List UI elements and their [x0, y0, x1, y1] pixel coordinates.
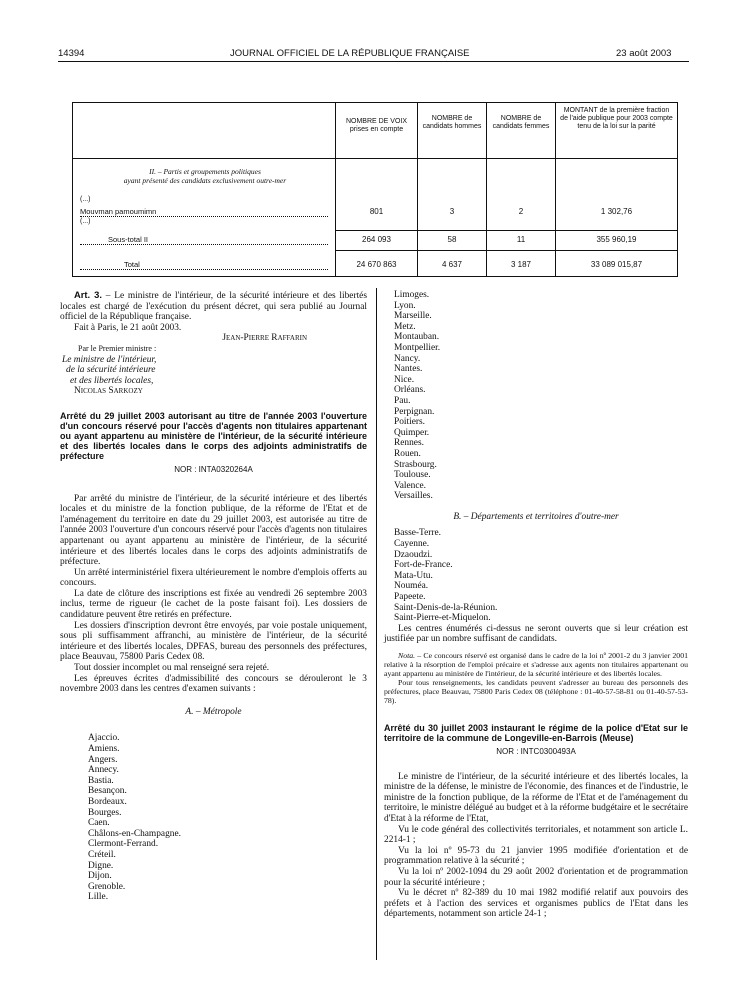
list-item: Saint-Pierre-et-Miquelon.	[394, 613, 491, 624]
list-item: Annecy.	[88, 765, 119, 776]
arrete-2-nor: NOR : INTC0300493A	[496, 747, 576, 756]
issue-date: 23 août 2003	[616, 48, 672, 59]
list-item: Quimper.	[394, 427, 430, 438]
total-femmes: 3 187	[510, 260, 532, 269]
row-label-subtotal: Sous-total II	[80, 235, 328, 245]
arrete-1-nor: NOR : INTA0320264A	[174, 464, 253, 474]
list-item: Amiens.	[88, 744, 120, 754]
list-item: Créteil.	[88, 849, 116, 860]
centres-paragraph: Les centres énumérés ci-dessus ne seront ouverts que si leur création est justifiée par un nombre suffisant de candidats.	[384, 623, 688, 645]
row-label-total: Total	[80, 260, 328, 270]
list-item: Nice.	[394, 374, 415, 385]
column-divider	[376, 288, 377, 960]
list-item: Nancy.	[394, 353, 421, 364]
list-item: Clermont-Ferrand.	[88, 839, 159, 850]
row-voix: 801	[369, 207, 384, 216]
header-hommes: NOMBRE de candidats hommes	[422, 115, 482, 130]
list-item: Rouen.	[394, 448, 421, 459]
total-voix: 24 670 863	[356, 260, 397, 269]
row-femmes: 2	[518, 207, 524, 216]
ellipsis: (...)	[80, 218, 91, 225]
paragraph: Vu le code général des collectivités territoriales, et notamment son article L. 2214-1 ;	[384, 824, 688, 846]
list-item: Bordeaux.	[88, 796, 127, 807]
list-item: Toulouse.	[394, 470, 431, 481]
list-item: Basse-Terre.	[394, 528, 441, 539]
minister-title-1: Le ministre de l'intérieur,	[62, 354, 157, 365]
arrete-2-title: Arrêté du 30 juillet 2003 instaurant le régime de la police d'Etat sur le territoire de la commune de Longeville-en-Barrois (Meuse)	[384, 723, 688, 743]
paragraph: Les épreuves écrites d'admissibilité des concours se dérouleront le 3 novembre 2003 dans les centres d'examen suivants :	[60, 673, 367, 695]
paragraph: Un arrêté interministériel fixera ultérieurement le nombre d'emplois offerts au concours.	[60, 567, 367, 589]
total-montant: 33 089 015,87	[590, 260, 643, 269]
city-list-b	[384, 528, 688, 623]
arrete-1-title: Arrêté du 29 juillet 2003 autorisant au titre de l'année 2003 l'ouverture d'un concours réservé pour l'accès d'agents non titulaires appartenant ou ayant appartenu au ministère de l'intérieur, de la sécurité intérieure et des libertés locales dans le corps des adjoints administratifs de préfecture	[60, 410, 367, 461]
list-item: Versailles.	[394, 491, 433, 502]
paragraph: Vu la loi nº 95-73 du 21 janvier 1995 modifiée d'orientation et de programmation relative à la sécurité ;	[384, 845, 688, 867]
list-item: Marseille.	[394, 311, 432, 322]
page-header	[0, 48, 748, 60]
list-item: Grenoble.	[88, 881, 126, 892]
paragraph: Le ministre de l'intérieur, de la sécurité intérieure et des libertés locales, la ministre de la défense, le ministre de l'économie, des finances et de l'industrie, le ministre de la fonction publique, de la réforme de l'Etat et de l'aménagement du territoire, le ministre délégué au budget et à la réforme budgétaire et le secrétaire d'Etat à la réforme de l'Etat,	[384, 771, 688, 824]
ellipsis: (...)	[80, 196, 91, 203]
paragraph: La date de clôture des inscriptions est fixée au vendredi 26 septembre 2003 inclus, terme de rigueur (le cachet de la poste faisant foi). Les dossiers de candidature peuvent être retirés en préfecture.	[60, 588, 367, 621]
city-list-a	[60, 733, 367, 903]
row-montant: 1 302,76	[600, 207, 633, 216]
article-3: Art. 3. – Le ministre de l'intérieur, de la sécurité intérieure et des libertés locales est chargé de l'exécution du présent décret, qui sera publié au Journal officiel de la République française.	[60, 289, 367, 323]
header-montant: MONTANT de la première fraction de l'aide publique pour 2003 compte tenu de la loi sur la parité	[560, 107, 673, 130]
list-item: Montauban.	[394, 332, 440, 343]
subtotal-voix: 264 093	[362, 235, 391, 244]
nota: Nota. – Ce concours réservé est organisé dans le cadre de la loi nº 2001-2 du 3 janvier 2001 relative à la résorption de l'emploi précaire et s'adresse aux agents non titulaires appartenant ou ayant appartenu au ministère de l'intérieur, de la sécurité intérieure et des libertés locales.	[384, 651, 688, 678]
list-item: Valence.	[394, 480, 427, 491]
list-item: Fort-de-France.	[394, 560, 453, 571]
list-item: Dijon.	[88, 871, 112, 882]
list-item: Dzaoudzi.	[394, 549, 433, 560]
minister-title-2: de la sécurité intérieure	[66, 365, 156, 376]
list-item: Perpignan.	[394, 406, 435, 417]
header-rule	[58, 61, 689, 62]
list-item: Bourges.	[88, 807, 122, 818]
list-item: Nouméa.	[394, 581, 429, 592]
list-item: Cayenne.	[394, 539, 430, 550]
list-item: Mata-Utu.	[394, 570, 433, 581]
subtotal-femmes: 11	[516, 235, 526, 244]
renseignements: Pour tous renseignements, les candidats peuvent s'adresser au bureau des personnels des préfectures, place Beauvau, 75800 Paris Cedex 08 (téléphone : 01-40-57-58-81 ou 01-40-57-53-78).	[384, 678, 688, 705]
row-hommes: 3	[449, 207, 455, 216]
right-column	[384, 290, 688, 920]
page-number: 14394	[58, 48, 85, 59]
signatory: Jean-Pierre Raffarin	[222, 333, 307, 344]
header-voix: NOMBRE DE VOIX prises en compte	[345, 118, 408, 133]
subtotal-montant: 355 960,19	[596, 235, 637, 244]
list-item: Bastia.	[88, 775, 114, 786]
section-b-title: B. – Départements et territoires d'outre-mer	[453, 511, 619, 522]
list-item: Besançon.	[88, 786, 127, 797]
list-item: Caen.	[88, 818, 110, 829]
total-hommes: 4 637	[441, 260, 463, 269]
list-item: Orléans.	[394, 385, 426, 396]
list-item: Papeete.	[394, 592, 426, 603]
list-item: Rennes.	[394, 438, 424, 449]
list-item: Ajaccio.	[88, 733, 120, 744]
paragraph: Tout dossier incomplet ou mal renseigné sera rejeté.	[74, 663, 270, 674]
list-item: Metz.	[394, 321, 416, 332]
list-item: Lyon.	[394, 300, 416, 311]
list-item: Lille.	[88, 892, 109, 903]
list-item: Montpellier.	[394, 342, 441, 353]
list-item: Strasbourg.	[394, 459, 437, 470]
list-item: Saint-Denis-de-la-Réunion.	[394, 602, 498, 613]
subtotal-hommes: 58	[447, 235, 457, 244]
list-item: Poitiers.	[394, 417, 425, 428]
list-item: Nantes.	[394, 364, 423, 375]
paragraph: Vu la loi nº 2002-1094 du 29 août 2002 d'orientation et de programmation pour la sécurité intérieure ;	[384, 866, 688, 888]
list-item: Digne.	[88, 860, 114, 871]
row-label-mouvman: Mouvman pamoumimn	[80, 207, 328, 217]
paragraph: Vu le décret nº 82-389 du 10 mai 1982 modifié relatif aux pouvoirs des préfets et à l'action des services et organismes publics de l'Etat dans les départements, notamment son article 24-1 ;	[384, 888, 688, 920]
paragraph: Les dossiers d'inscription devront être envoyés, par voie postale uniquement, sous pli suffisamment affranchi, au ministère de l'intérieur, de la sécurité intérieure et des libertés locales, DPFAS, bureau des personnels des préfectures, place Beauvau, 75800 Paris Cedex 08.	[60, 620, 367, 663]
minister-name: Nicolas Sarkozy	[74, 386, 143, 397]
list-item: Pau.	[394, 395, 411, 406]
list-item: Limoges.	[394, 290, 430, 300]
fait-a-paris: Fait à Paris, le 21 août 2003.	[74, 322, 182, 333]
list-item: Angers.	[88, 754, 118, 765]
section-a-title: A. – Métropole	[185, 706, 242, 717]
minister-title-3: et des libertés locales,	[70, 375, 154, 386]
city-list-a-continued	[384, 290, 688, 502]
left-column	[60, 290, 367, 903]
journal-title: JOURNAL OFFICIEL DE LA RÉPUBLIQUE FRANÇAISE	[230, 48, 470, 59]
section-title: II. – Partis et groupements politiques ayant présenté des candidats exclusivement outre-mer	[123, 167, 287, 185]
header-femmes: NOMBRE de candidats femmes	[492, 115, 550, 130]
list-item: Châlons-en-Champagne.	[88, 828, 181, 839]
par-le-premier-ministre: Par le Premier ministre :	[78, 343, 157, 353]
paragraph: Par arrêté du ministre de l'intérieur, de la sécurité intérieure et des libertés locales et du ministre de la fonction publique, de la réforme de l'Etat et de l'aménagement du territoire en date du 29 juillet 2003, est autorisée au titre de l'année 2003 l'ouverture d'un concours réservé pour l'accès d'agents non titulaires appartenant ou ayant appartenu au ministère de l'intérieur, de la sécurité intérieure et des libertés locales dans le corps des adjoints administratifs de préfecture.	[60, 493, 367, 568]
